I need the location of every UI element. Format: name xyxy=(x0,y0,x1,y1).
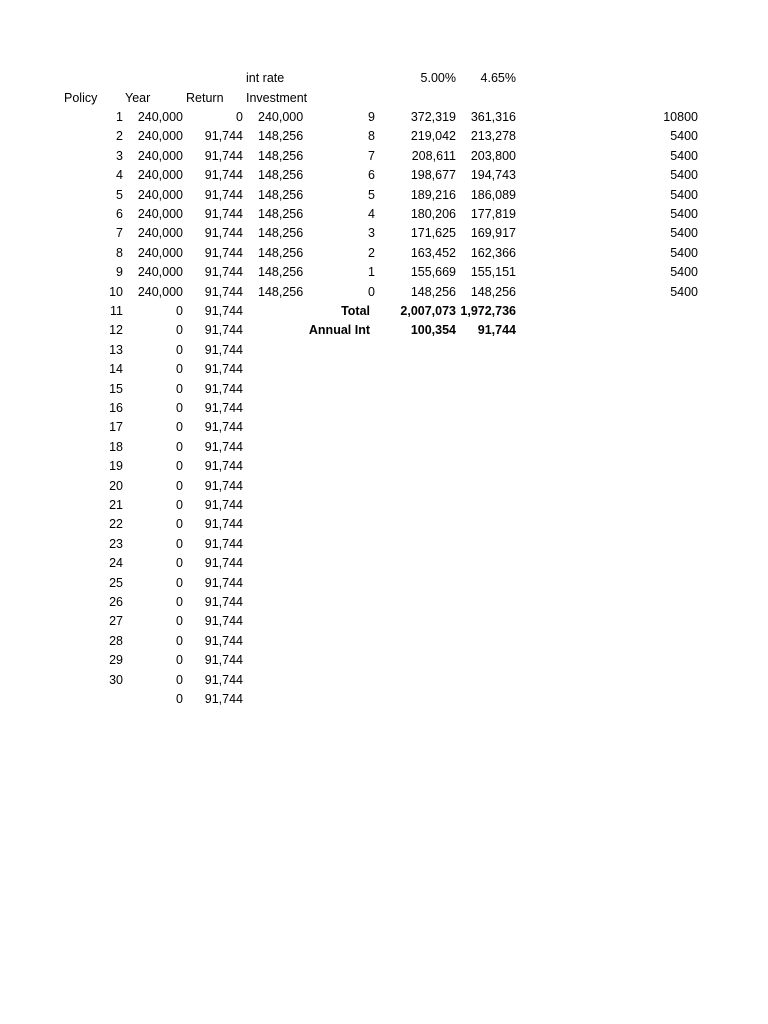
return-value: 91,744 xyxy=(204,478,243,493)
return-value: 91,744 xyxy=(204,304,243,318)
period-index: 2 xyxy=(368,245,375,260)
investment-value: 240,000 xyxy=(258,110,304,124)
policy-number: 23 xyxy=(109,536,123,551)
return-value: 91,744 xyxy=(204,381,243,396)
policy-number: 3 xyxy=(116,148,123,163)
return-value: 91,744 xyxy=(204,420,243,435)
year-value: 0 xyxy=(176,614,183,629)
return-value: 91,744 xyxy=(204,187,243,202)
value-rate-2: 361,316 xyxy=(470,110,516,124)
value-rate-1: 180,206 xyxy=(410,207,456,221)
far-value: 5400 xyxy=(670,129,698,144)
value-rate-2: 148,256 xyxy=(470,284,516,299)
investment-value: 148,256 xyxy=(258,265,304,280)
value-rate-2: 194,743 xyxy=(470,168,516,183)
year-value: 0 xyxy=(176,556,183,571)
year-value: 240,000 xyxy=(137,265,183,280)
value-rate-2: 91,744 xyxy=(477,323,516,338)
return-value: 91,744 xyxy=(204,595,243,609)
period-index: 7 xyxy=(368,148,375,163)
policy-number: 1 xyxy=(116,110,123,124)
value-rate-2: 177,819 xyxy=(470,207,516,221)
return-value: 91,744 xyxy=(204,692,243,706)
return-value: 91,744 xyxy=(204,362,243,377)
return-value: 91,744 xyxy=(204,401,243,415)
policy-number: 2 xyxy=(116,129,123,144)
year-value: 0 xyxy=(176,498,183,512)
period-index: 0 xyxy=(368,284,375,299)
value-rate-2: 186,089 xyxy=(470,187,516,202)
investment-value: 148,256 xyxy=(258,284,304,299)
year-value: 0 xyxy=(176,323,183,338)
policy-number: 4 xyxy=(116,168,123,183)
value-rate-1: 155,669 xyxy=(410,265,456,280)
year-value: 0 xyxy=(176,653,183,668)
value-rate-1: 2,007,073 xyxy=(400,304,456,318)
policy-number: 25 xyxy=(109,575,123,590)
far-value: 5400 xyxy=(670,148,698,163)
period-index: 4 xyxy=(368,207,375,221)
policy-number: 17 xyxy=(109,420,123,435)
investment-value: 148,256 xyxy=(258,226,304,241)
far-value: 5400 xyxy=(670,207,698,221)
return-value: 91,744 xyxy=(204,245,243,260)
return-value: 91,744 xyxy=(204,323,243,338)
far-value: 5400 xyxy=(670,245,698,260)
return-value: 91,744 xyxy=(204,148,243,163)
far-value: 5400 xyxy=(670,226,698,241)
policy-number: 13 xyxy=(109,342,123,357)
value-rate-1: 163,452 xyxy=(410,245,456,260)
year-value: 240,000 xyxy=(137,207,183,221)
policy-number: 12 xyxy=(109,323,123,338)
return-value: 91,744 xyxy=(204,536,243,551)
year-value: 240,000 xyxy=(137,168,183,183)
value-rate-2: 155,151 xyxy=(470,265,516,280)
year-value: 0 xyxy=(176,420,183,435)
return-value: 91,744 xyxy=(204,342,243,357)
return-value: 0 xyxy=(236,110,243,124)
policy-number: 27 xyxy=(109,614,123,629)
investment-value: 148,256 xyxy=(258,245,304,260)
year-value: 0 xyxy=(176,595,183,609)
policy-number: 26 xyxy=(109,595,123,609)
policy-number: 29 xyxy=(109,653,123,668)
policy-number: 9 xyxy=(116,265,123,280)
int-rate-label: int rate xyxy=(246,71,285,85)
policy-number: 11 xyxy=(110,304,123,318)
return-value: 91,744 xyxy=(204,265,243,280)
year-value: 0 xyxy=(176,478,183,493)
policy-number: 5 xyxy=(116,187,123,202)
year-value: 0 xyxy=(176,536,183,551)
summary-label: Annual Int xyxy=(308,323,370,338)
return-value: 91,744 xyxy=(204,498,243,512)
policy-number: 21 xyxy=(109,498,123,512)
year-value: 240,000 xyxy=(137,110,183,124)
summary-label: Total xyxy=(341,304,370,318)
year-value: 0 xyxy=(176,362,183,377)
policy-number: 8 xyxy=(116,245,123,260)
year-value: 0 xyxy=(176,459,183,474)
policy-number: 15 xyxy=(109,381,123,396)
policy-number: 18 xyxy=(109,439,123,454)
value-rate-1: 208,611 xyxy=(411,148,456,163)
value-rate-2: 162,366 xyxy=(470,245,516,260)
return-value: 91,744 xyxy=(204,168,243,183)
period-index: 9 xyxy=(368,110,375,124)
policy-number: 19 xyxy=(109,459,123,474)
value-rate-1: 219,042 xyxy=(410,129,456,144)
far-value: 5400 xyxy=(670,168,698,183)
return-value: 91,744 xyxy=(204,517,243,532)
value-rate-2: 1,972,736 xyxy=(460,304,516,318)
rate-2: 4.65% xyxy=(480,71,516,85)
investment-value: 148,256 xyxy=(258,129,304,144)
year-value: 0 xyxy=(176,304,183,318)
year-value: 240,000 xyxy=(137,148,183,163)
value-rate-2: 213,278 xyxy=(470,129,516,144)
year-value: 0 xyxy=(176,672,183,687)
year-value: 0 xyxy=(176,342,183,357)
period-index: 8 xyxy=(368,129,375,144)
year-value: 0 xyxy=(176,439,183,454)
value-rate-1: 171,625 xyxy=(410,226,456,241)
return-value: 91,744 xyxy=(204,459,243,474)
return-value: 91,744 xyxy=(204,226,243,241)
return-value: 91,744 xyxy=(204,556,243,571)
value-rate-1: 148,256 xyxy=(410,284,456,299)
col-header-return: Return xyxy=(186,91,224,105)
far-value: 10800 xyxy=(663,110,698,124)
return-value: 91,744 xyxy=(204,439,243,454)
investment-value: 148,256 xyxy=(258,168,304,183)
year-value: 0 xyxy=(176,401,183,415)
policy-number: 6 xyxy=(116,207,123,221)
period-index: 5 xyxy=(368,187,375,202)
year-value: 0 xyxy=(176,381,183,396)
value-rate-1: 189,216 xyxy=(410,187,456,202)
return-value: 91,744 xyxy=(204,633,243,648)
return-value: 91,744 xyxy=(204,575,243,590)
year-value: 0 xyxy=(176,575,183,590)
return-value: 91,744 xyxy=(204,672,243,687)
value-rate-1: 372,319 xyxy=(410,110,456,124)
investment-value: 148,256 xyxy=(258,207,304,221)
value-rate-2: 203,800 xyxy=(470,148,516,163)
far-value: 5400 xyxy=(670,265,698,280)
value-rate-2: 169,917 xyxy=(470,226,516,241)
policy-number: 10 xyxy=(109,284,123,299)
year-value: 240,000 xyxy=(137,284,183,299)
value-rate-1: 100,354 xyxy=(410,323,456,338)
year-value: 0 xyxy=(176,633,183,648)
return-value: 91,744 xyxy=(204,207,243,221)
policy-number: 30 xyxy=(109,672,123,687)
year-value: 0 xyxy=(176,517,183,532)
col-header-investment: Investment xyxy=(246,91,308,105)
period-index: 1 xyxy=(368,265,375,280)
period-index: 3 xyxy=(368,226,375,241)
year-value: 240,000 xyxy=(137,187,183,202)
return-value: 91,744 xyxy=(204,614,243,629)
return-value: 91,744 xyxy=(204,284,243,299)
rate-1: 5.00% xyxy=(420,71,456,85)
year-value: 240,000 xyxy=(137,226,183,241)
policy-number: 14 xyxy=(109,362,123,377)
far-value: 5400 xyxy=(670,187,698,202)
policy-number: 7 xyxy=(116,226,123,241)
col-header-year: Year xyxy=(125,91,151,105)
year-value: 240,000 xyxy=(137,129,183,144)
year-value: 0 xyxy=(176,692,183,706)
policy-number xyxy=(62,690,123,709)
return-value: 91,744 xyxy=(204,653,243,668)
policy-number: 24 xyxy=(109,556,123,571)
far-value: 5400 xyxy=(670,284,698,299)
year-value: 240,000 xyxy=(137,245,183,260)
period-index: 6 xyxy=(368,168,375,183)
value-rate-1: 198,677 xyxy=(410,168,456,183)
return-value: 91,744 xyxy=(204,129,243,144)
policy-number: 28 xyxy=(109,633,123,648)
investment-value: 148,256 xyxy=(258,148,304,163)
policy-number: 16 xyxy=(109,401,123,415)
policy-number: 22 xyxy=(109,517,123,532)
policy-number: 20 xyxy=(109,478,123,493)
investment-value: 148,256 xyxy=(258,187,304,202)
col-header-policy: Policy xyxy=(64,91,98,105)
